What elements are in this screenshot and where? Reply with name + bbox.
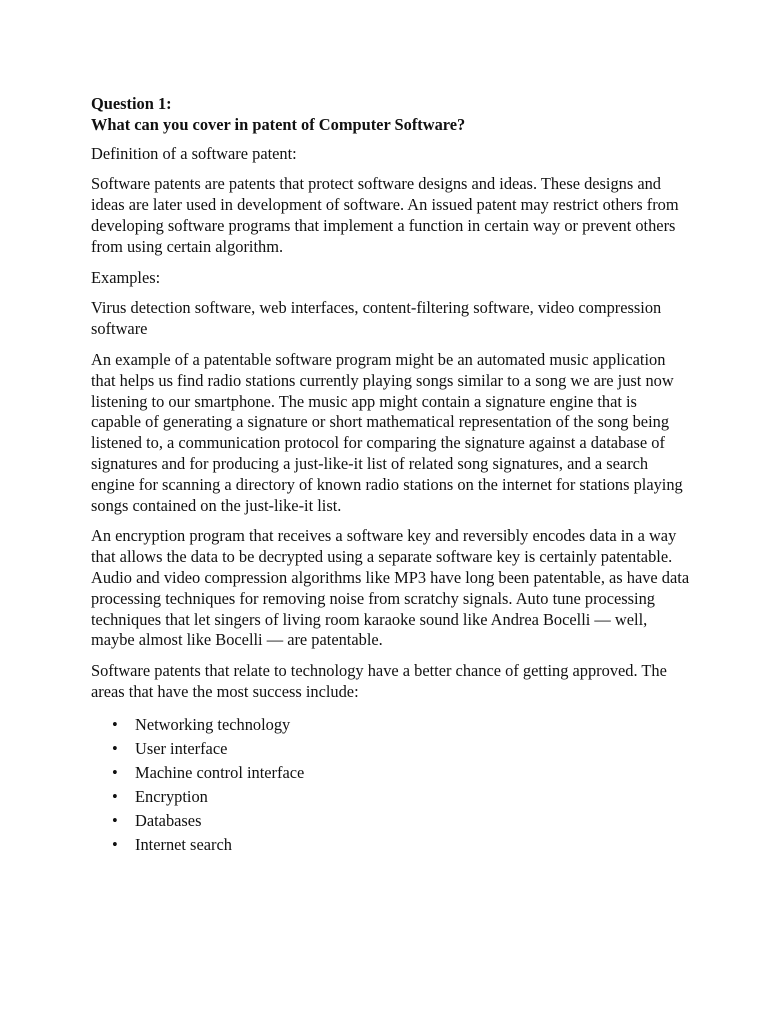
list-item-text: Encryption [135,786,208,806]
list-item [91,833,691,857]
list-item-text: Machine control interface [135,762,305,782]
examples-paragraph: Virus detection software, web interfaces, content-filtering software, video compression software [91,298,662,339]
bullet-icon: • [112,810,118,830]
question-title: What can you cover in patent of Computer Software? [91,114,466,134]
bullet-icon: • [112,834,118,854]
list-item-text: Databases [135,810,202,830]
question-number: Question 1: [91,94,172,113]
bullet-icon: • [112,762,118,782]
list-item [91,785,691,809]
list-item [91,737,691,761]
bullet-icon: • [112,738,118,758]
list-item-text: Networking technology [135,714,291,734]
document-page [91,94,691,857]
list-item-text: User interface [135,738,228,758]
music-app-paragraph: An example of a patentable software program might be an automated music application that helps us find radio stations currently playing songs similar to a song we are just now listening to our smartphone. The music app might contain a signature engine that is capable of generating a signature or short mathematical representation of the song being listened to, a communication protocol for comparing the signature against a database of signatures and for producing a just-like-it list of related song signatures, and a search engine for scanning a directory of known radio stations on the internet for stations playing songs contained on the just-like-it list. [91,349,683,515]
bullet-icon: • [112,786,118,806]
definition-label: Definition of a software patent: [91,143,297,163]
encryption-paragraph: An encryption program that receives a software key and reversibly encodes data in a way that allows the data to be decrypted using a separate software key is certainly patentable. Audio and video compression algorithms like MP3 have long been patentable, as have data processing techniques for removing noise from scratchy signals. Auto tune processing techniques that let singers of living room karaoke sound like Andrea Bocelli — well, maybe almost like Bocelli — are patentable. [91,526,690,650]
areas-intro-paragraph: Software patents that relate to technology have a better chance of getting approved. The areas that have the most success include: [91,661,667,701]
definition-paragraph: Software patents are patents that protect software designs and ideas. These designs and ideas are later used in development of software. An issued patent may restrict others from developing software programs that implement a function in certain way or prevent others from using certain algorithm. [91,174,679,256]
list-item-text: Internet search [135,834,232,854]
examples-label: Examples: [91,267,161,287]
list-item [91,761,691,785]
list-item [91,809,691,833]
bullet-icon: • [112,714,118,734]
question-heading [91,94,691,136]
list-item [91,713,691,737]
areas-list [91,713,691,857]
